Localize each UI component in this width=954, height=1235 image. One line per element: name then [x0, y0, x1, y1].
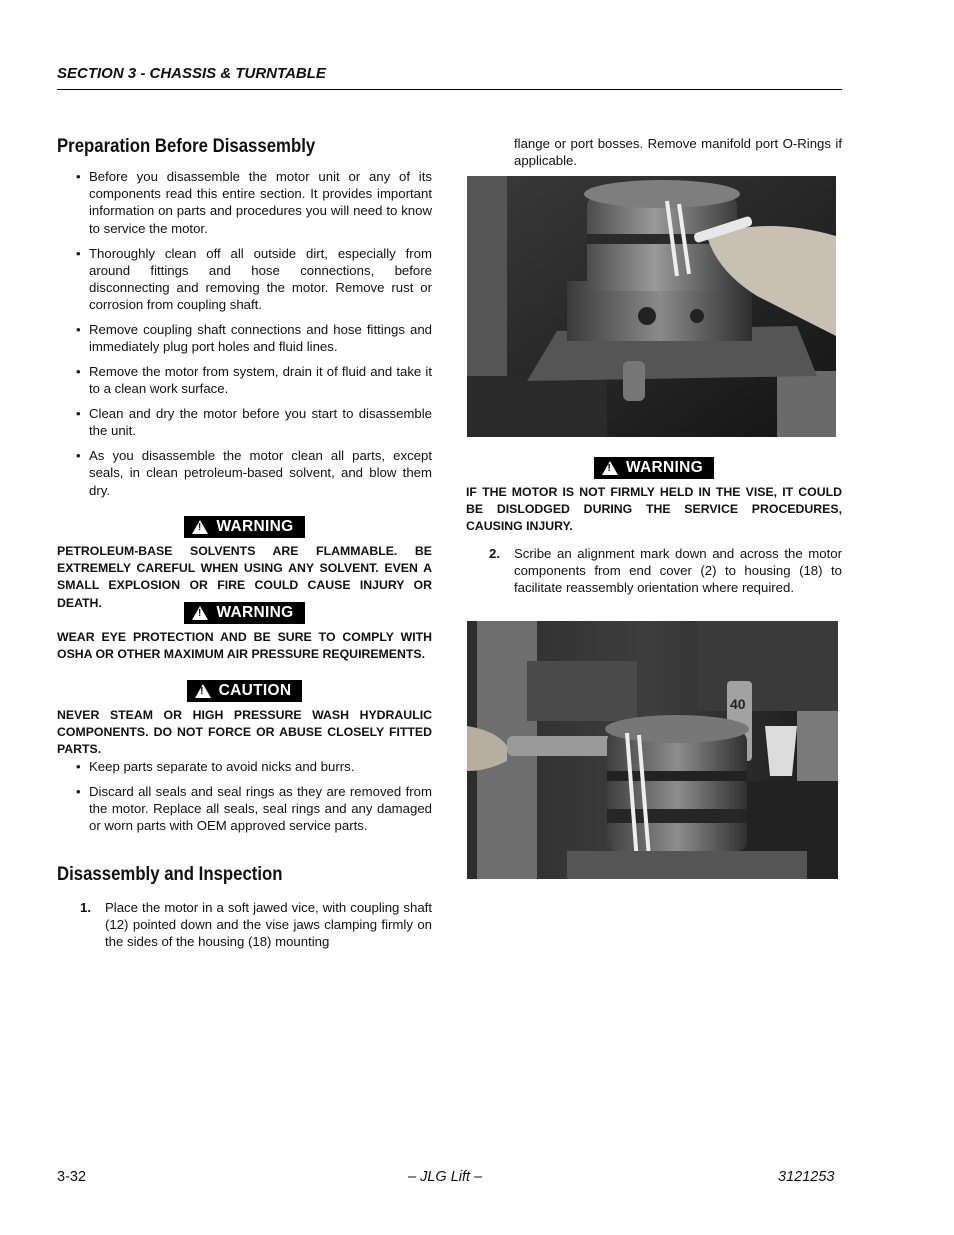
- warning-badge: ! WARNING: [184, 516, 304, 538]
- step-1-continued: [466, 135, 842, 169]
- parts-bullets: [57, 758, 432, 842]
- left-column-body: [57, 168, 432, 507]
- step-text: Scribe an alignment mark down and across the motor components from end cover (2) to housing (18) to facilitate reassembly orientation where required.: [514, 546, 842, 596]
- prep-bullet-list: [57, 168, 432, 499]
- warning-text: WEAR EYE PROTECTION AND BE SURE TO COMPLY WITH OSHA OR OTHER MAXIMUM AIR PRESSURE REQUIREMENTS.: [57, 630, 432, 662]
- warning-badge: ! WARNING: [594, 457, 714, 479]
- list-item: [57, 899, 432, 951]
- step-number: 2.: [489, 546, 500, 561]
- step-number: 1.: [80, 900, 91, 915]
- list-item: • Before you disassemble the motor unit or any of its components read this entire section. It provides important information on parts and procedures you will need to know to service the motor.: [57, 168, 432, 237]
- list-item: • As you disassemble the motor clean all parts, except seals, in clean petroleum-based solvent, and blow them dry.: [57, 447, 432, 499]
- list-item: • Keep parts separate to avoid nicks and burrs.: [57, 758, 432, 775]
- photo-motor-in-vise: [467, 176, 836, 437]
- warning-triangle-icon: [192, 520, 208, 534]
- list-item: • Remove the motor from system, drain it of fluid and take it to a clean work surface.: [57, 363, 432, 397]
- warning-block-solvents: [57, 516, 432, 612]
- section-header: SECTION 3 - CHASSIS & TURNTABLE: [57, 65, 326, 82]
- list-item: • Thoroughly clean off all outside dirt, especially from around fittings and hose connections, before disconnecting and removing the motor. Remove rust or corrosion from coupling shaft.: [57, 245, 432, 314]
- list-item: • Discard all seals and seal rings as they are removed from the motor. Replace all seals, seal rings and any damaged or worn parts with OEM approved service parts.: [57, 783, 432, 835]
- can-label: 40: [730, 696, 746, 712]
- footer-brand: – JLG Lift –: [408, 1169, 483, 1185]
- warning-text: PETROLEUM-BASE SOLVENTS ARE FLAMMABLE. BE EXTREMELY CAREFUL WHEN USING ANY SOLVENT. EVEN A SMALL EXPLOSION OR FIRE COULD CAUSE INJURY OR DEATH.: [57, 544, 432, 610]
- warning-block-vise: [466, 457, 842, 536]
- parts-bullet-list: [57, 758, 432, 835]
- page-number: 3-32: [57, 1169, 87, 1185]
- motor-alignment-photo: [467, 621, 838, 879]
- heading-disassembly: Disassembly and Inspection: [57, 863, 283, 885]
- list-item: [466, 545, 842, 597]
- photo-alignment-mark: [467, 621, 838, 879]
- caution-text: NEVER STEAM OR HIGH PRESSURE WASH HYDRAULIC COMPONENTS. DO NOT FORCE OR ABUSE CLOSELY FITTED PARTS.: [57, 708, 432, 757]
- warning-badge: ! WARNING: [184, 602, 304, 624]
- step-text: Place the motor in a soft jawed vice, with coupling shaft (12) pointed down and the vise jaws clamping firmly on the sides of the housing (18) mounting: [105, 900, 432, 950]
- warning-text: IF THE MOTOR IS NOT FIRMLY HELD IN THE VISE, IT COULD BE DISLODGED DURING THE SERVICE PROCEDURES, CAUSING INJURY.: [466, 485, 842, 534]
- warning-triangle-icon: [602, 461, 618, 475]
- caution-badge: ! CAUTION: [187, 680, 303, 702]
- caution-block: [57, 680, 432, 759]
- step-text: flange or port bosses. Remove manifold port O-Rings if applicable.: [514, 136, 842, 169]
- warning-triangle-icon: [192, 606, 208, 620]
- list-item: • Remove coupling shaft connections and hose fittings and immediately plug port holes and fluid lines.: [57, 321, 432, 355]
- step-1: [57, 899, 432, 951]
- document-number: 3121253: [778, 1169, 835, 1185]
- warning-block-eye-protection: [57, 602, 432, 663]
- heading-preparation: Preparation Before Disassembly: [57, 135, 316, 157]
- header-rule: [57, 89, 842, 90]
- warning-triangle-icon: [195, 684, 211, 698]
- motor-scribe-photo: [467, 176, 836, 437]
- list-item: • Clean and dry the motor before you start to disassemble the unit.: [57, 405, 432, 439]
- step-2: [466, 545, 842, 597]
